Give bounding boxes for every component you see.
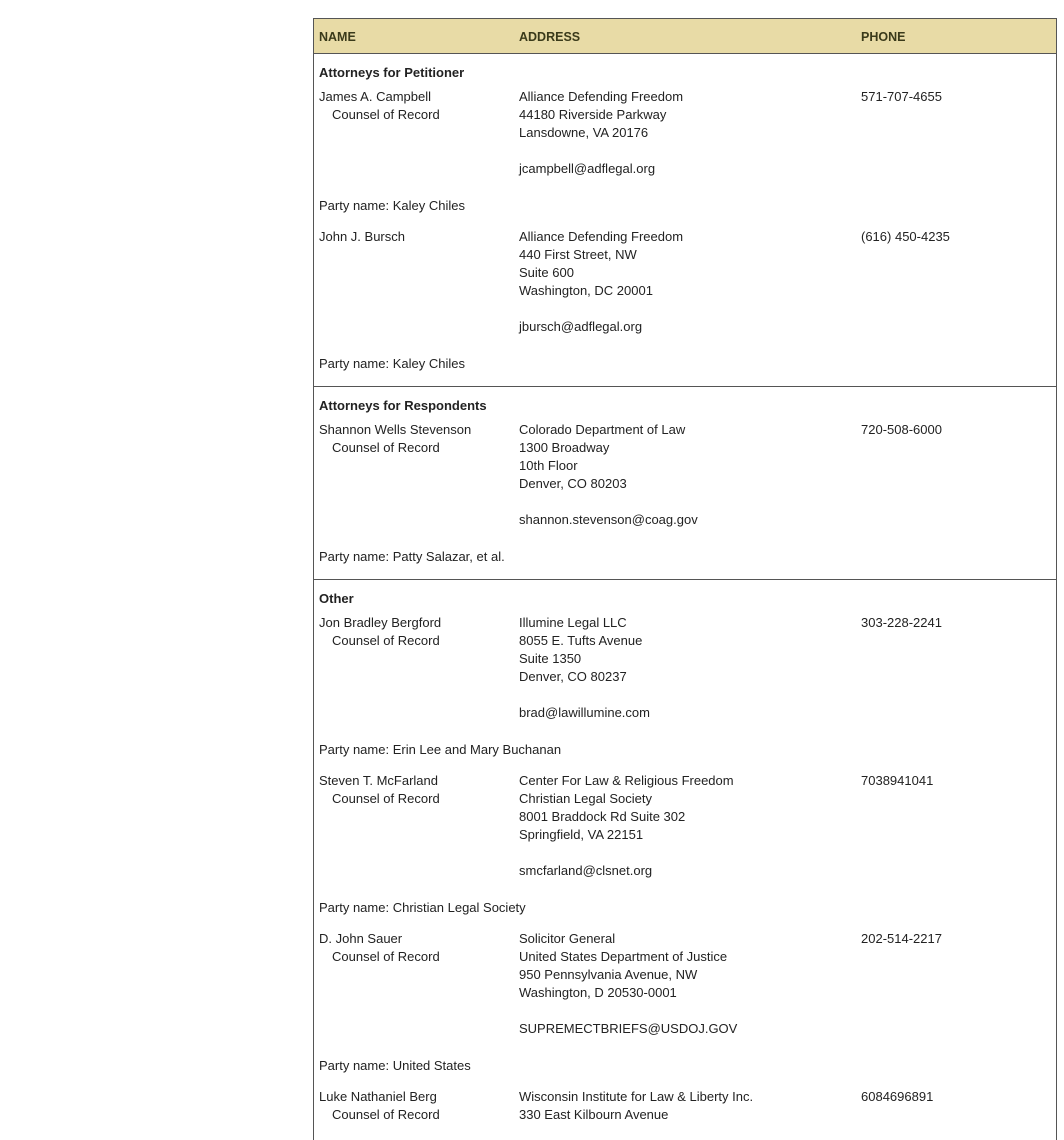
counsel-role: Counsel of Record [332, 633, 440, 648]
email-address[interactable]: jbursch@adflegal.org [519, 319, 643, 334]
party-name: Party name: Kaley Chiles [319, 198, 465, 213]
address-line: 8001 Braddock Rd Suite 302 [519, 809, 686, 824]
phone-number: 6084696891 [861, 1089, 934, 1104]
attorney-name: Shannon Wells Stevenson [319, 422, 472, 437]
party-name-row [314, 194, 1056, 228]
address-line: 8055 E. Tufts Avenue [519, 633, 643, 648]
phone-cell [861, 421, 1051, 439]
section-title-text: Other [319, 591, 354, 606]
name-cell [319, 772, 514, 808]
address-line: 10th Floor [519, 458, 578, 473]
section-title [314, 580, 1056, 614]
address-cell [519, 772, 854, 880]
phone-cell [861, 1088, 1051, 1106]
party-name: Party name: Kaley Chiles [319, 356, 465, 371]
address-cell [519, 88, 854, 178]
phone-number: (616) 450-4235 [861, 229, 950, 244]
entry-row [314, 421, 1056, 545]
phone-number: 571-707-4655 [861, 89, 942, 104]
phone-number: 202-514-2217 [861, 931, 942, 946]
address-line: Springfield, VA 22151 [519, 827, 644, 842]
attorney-name: Luke Nathaniel Berg [319, 1089, 437, 1104]
attorney-name: John J. Bursch [319, 229, 405, 244]
phone-number: 720-508-6000 [861, 422, 942, 437]
section-title-text: Attorneys for Respondents [319, 398, 487, 413]
address-line: Christian Legal Society [519, 791, 652, 806]
section-title [314, 54, 1056, 88]
address-line: Alliance Defending Freedom [519, 229, 684, 244]
section [314, 387, 1056, 580]
party-name-row [314, 896, 1056, 930]
address-line: Denver, CO 80203 [519, 476, 627, 491]
header-phone: PHONE [861, 30, 906, 44]
counsel-entry [314, 1088, 1056, 1140]
address-line: 950 Pennsylvania Avenue, NW [519, 967, 698, 982]
entry-row [314, 228, 1056, 352]
phone-cell [861, 228, 1051, 246]
address-line: Lansdowne, VA 20176 [519, 125, 649, 140]
address-spacer [519, 142, 854, 160]
counsel-table [313, 18, 1057, 1140]
name-cell [319, 930, 514, 966]
party-name-row [314, 545, 1056, 579]
attorney-name: Steven T. McFarland [319, 773, 438, 788]
section-title-text: Attorneys for Petitioner [319, 65, 465, 80]
name-cell [319, 88, 514, 124]
counsel-entry [314, 88, 1056, 228]
email-address[interactable]: shannon.stevenson@coag.gov [519, 512, 698, 527]
section-title [314, 387, 1056, 421]
party-name: Party name: United States [319, 1058, 471, 1073]
counsel-role: Counsel of Record [332, 1107, 440, 1122]
email-address[interactable]: smcfarland@clsnet.org [519, 863, 653, 878]
party-name: Party name: Patty Salazar, et al. [319, 549, 505, 564]
entry-row [314, 1088, 1056, 1140]
counsel-entry [314, 421, 1056, 579]
address-spacer [519, 844, 854, 862]
phone-number: 303-228-2241 [861, 615, 942, 630]
address-spacer [519, 300, 854, 318]
address-line: Colorado Department of Law [519, 422, 686, 437]
party-name-row [314, 738, 1056, 772]
counsel-role: Counsel of Record [332, 949, 440, 964]
address-spacer [519, 686, 854, 704]
phone-cell [861, 88, 1051, 106]
counsel-entry [314, 772, 1056, 930]
counsel-role: Counsel of Record [332, 791, 440, 806]
party-name: Party name: Erin Lee and Mary Buchanan [319, 742, 562, 757]
counsel-role: Counsel of Record [332, 440, 440, 455]
counsel-entry [314, 228, 1056, 386]
phone-number: 7038941041 [861, 773, 934, 788]
email-address[interactable]: SUPREMECTBRIEFS@USDOJ.GOV [519, 1021, 738, 1036]
entry-row [314, 614, 1056, 738]
address-line: Washington, D 20530-0001 [519, 985, 677, 1000]
address-cell [519, 421, 854, 529]
section [314, 54, 1056, 387]
attorney-name: Jon Bradley Bergford [319, 615, 442, 630]
address-line: Center For Law & Religious Freedom [519, 773, 734, 788]
address-line: Suite 600 [519, 265, 574, 280]
attorney-name: D. John Sauer [319, 931, 403, 946]
address-line: Denver, CO 80237 [519, 669, 627, 684]
counsel-entry [314, 930, 1056, 1088]
address-line: Solicitor General [519, 931, 616, 946]
address-spacer [519, 1002, 854, 1020]
entry-row [314, 772, 1056, 896]
phone-cell [861, 772, 1051, 790]
phone-cell [861, 930, 1051, 948]
party-name-row [314, 352, 1056, 386]
email-address[interactable]: jcampbell@adflegal.org [519, 161, 656, 176]
address-line: Suite 1350 [519, 651, 582, 666]
address-line: United States Department of Justice [519, 949, 728, 964]
header-address: ADDRESS [519, 30, 581, 44]
address-spacer [519, 493, 854, 511]
table-body [314, 54, 1056, 1140]
name-cell [319, 421, 514, 457]
entry-row [314, 930, 1056, 1054]
header-name: NAME [319, 30, 356, 44]
address-line: Wisconsin Institute for Law & Liberty Inc. [519, 1089, 754, 1104]
address-line: 1300 Broadway [519, 440, 610, 455]
section [314, 580, 1056, 1140]
name-cell [319, 614, 514, 650]
party-name-row [314, 1054, 1056, 1088]
counsel-role: Counsel of Record [332, 107, 440, 122]
party-name: Party name: Christian Legal Society [319, 900, 526, 915]
entry-row [314, 88, 1056, 194]
address-cell [519, 228, 854, 336]
address-cell [519, 930, 854, 1038]
phone-cell [861, 614, 1051, 632]
email-address[interactable]: brad@lawillumine.com [519, 705, 650, 720]
name-cell [319, 228, 514, 246]
address-line: Illumine Legal LLC [519, 615, 627, 630]
address-cell [519, 1088, 854, 1124]
name-cell [319, 1088, 514, 1124]
table-header [314, 19, 1056, 54]
counsel-entry [314, 614, 1056, 772]
address-cell [519, 614, 854, 722]
address-line: Alliance Defending Freedom [519, 89, 684, 104]
attorney-name: James A. Campbell [319, 89, 431, 104]
address-line: 440 First Street, NW [519, 247, 637, 262]
address-line: 330 East Kilbourn Avenue [519, 1107, 669, 1122]
address-line: 44180 Riverside Parkway [519, 107, 667, 122]
address-line: Washington, DC 20001 [519, 283, 653, 298]
